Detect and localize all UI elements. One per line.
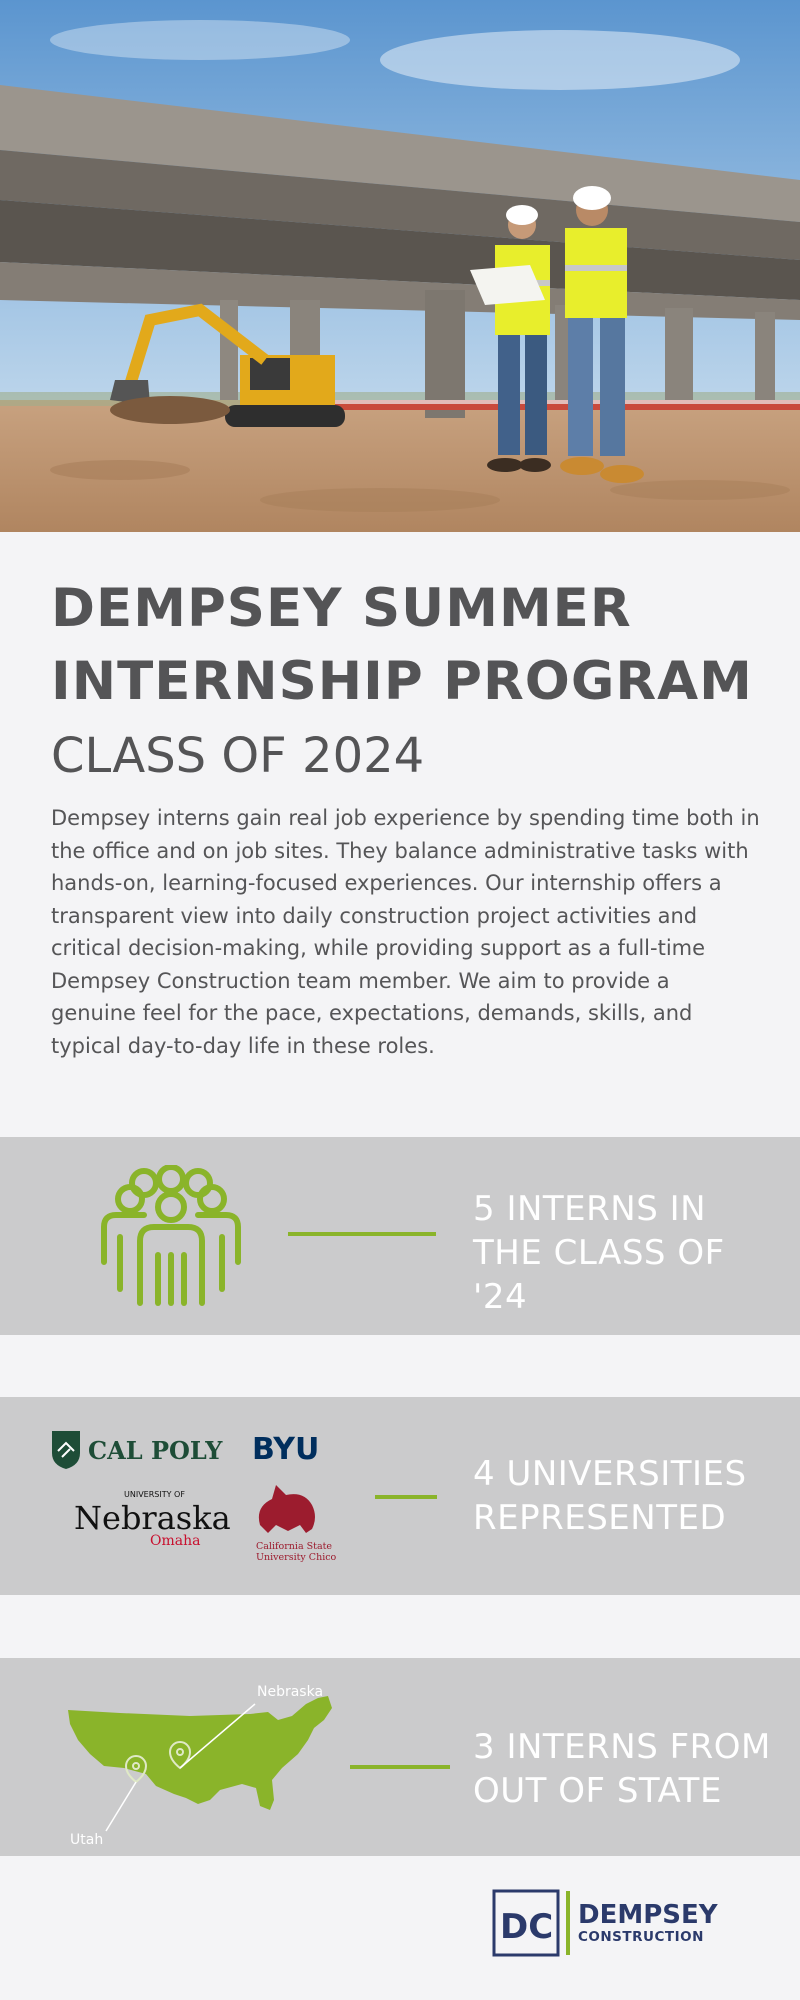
- stat-universities: 4 UNIVERSITIES REPRESENTED: [473, 1454, 747, 1538]
- divider-line: [288, 1232, 436, 1236]
- logo-name: DEMPSEY: [578, 1900, 718, 1930]
- omaha-wordmark: Omaha: [150, 1533, 201, 1549]
- nebraska-top-text: UNIVERSITY OF: [124, 1490, 185, 1499]
- page-subtitle: CLASS OF 2024: [51, 728, 425, 784]
- calpoly-wordmark: CAL POLY: [88, 1436, 223, 1465]
- byu-wordmark: BYU: [252, 1432, 320, 1467]
- stat-band-interns: [0, 1137, 800, 1335]
- logo-sub: CONSTRUCTION: [578, 1929, 704, 1945]
- nebraska-label: Nebraska: [257, 1684, 324, 1700]
- calpoly-logo: [52, 1431, 223, 1469]
- nebraska-wordmark: Nebraska: [74, 1499, 231, 1537]
- hero-image: [0, 0, 800, 532]
- dempsey-construction-logo: [492, 1889, 747, 1959]
- divider-line: [350, 1765, 450, 1769]
- divider-line: [375, 1495, 437, 1499]
- stat-band-out-of-state: [0, 1658, 800, 1856]
- utah-label: Utah: [70, 1832, 104, 1848]
- intro-paragraph: Dempsey interns gain real job experience by spending time both in the office and on job sites. They balance administrative tasks with hands-on, learning-focused experiences. Our internship offers a transparent view into daily construction project activities and critical decision-making, while providing support as a full-time Dempsey Construction team member. We aim to provide a genuine feel for the pace, expectations, demands, skills, and typical day-to-day life in these roles.: [51, 806, 760, 1058]
- group-of-people-icon: [100, 1165, 242, 1307]
- stat-interns: 5 INTERNS IN THE CLASS OF '24: [473, 1189, 725, 1317]
- stat-band-universities: [0, 1397, 800, 1595]
- logo-mark: DC: [500, 1907, 554, 1947]
- page-title: DEMPSEY SUMMER INTERNSHIP PROGRAM: [51, 578, 753, 712]
- university-logos: [50, 1429, 350, 1569]
- chico-line-2: University Chico: [256, 1552, 337, 1563]
- stat-out-of-state: 3 INTERNS FROM OUT OF STATE: [473, 1727, 771, 1811]
- chico-line-1: California State: [256, 1541, 333, 1552]
- us-map-icon: [60, 1668, 350, 1848]
